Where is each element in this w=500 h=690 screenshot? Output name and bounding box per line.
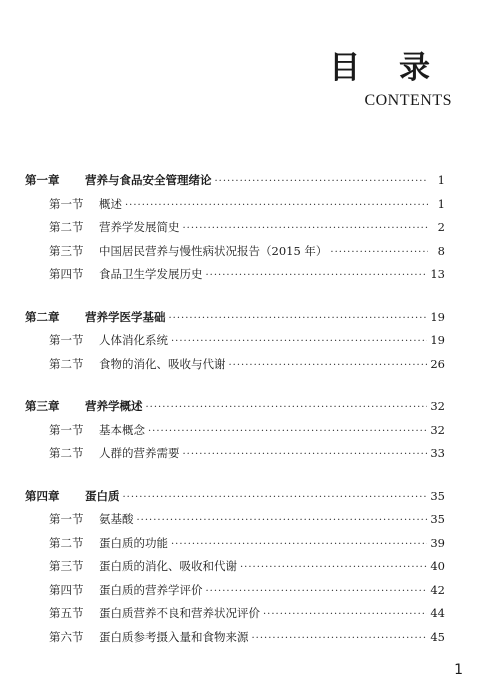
section-number: 第四节: [49, 582, 84, 597]
dot-leader: [169, 313, 428, 324]
dot-leader: [137, 515, 428, 526]
dot-leader: [171, 336, 427, 347]
section-page: 42: [430, 582, 445, 597]
dot-leader: [123, 492, 428, 503]
section-title: 食品卫生学发展历史: [99, 267, 203, 281]
section-title: 概述: [99, 196, 122, 211]
section-title: 蛋白质参考摄入量和食物来源: [99, 629, 249, 644]
section-entry[interactable]: [25, 196, 445, 220]
section-entry[interactable]: [25, 219, 445, 243]
section-number: 第二节: [49, 446, 84, 460]
dot-leader: [206, 270, 428, 281]
chapter-entry[interactable]: [25, 309, 445, 333]
section-page: 2: [437, 220, 445, 234]
section-number: 第三节: [49, 243, 84, 258]
section-title: 蛋白质的营养学评价: [99, 582, 203, 597]
section-title: 蛋白质营养不良和营养状况评价: [99, 606, 260, 620]
chapter-block: [25, 398, 445, 469]
section-entry[interactable]: [25, 243, 445, 267]
dot-leader: [183, 223, 429, 234]
section-page: 40: [430, 559, 445, 573]
section-page: 8: [437, 243, 445, 258]
section-page: 39: [430, 535, 445, 550]
section-entry[interactable]: [25, 332, 445, 356]
chapter-title: 蛋白质: [85, 488, 120, 503]
section-entry[interactable]: [25, 582, 445, 606]
dot-leader: [148, 426, 427, 437]
chapter-page: 1: [437, 173, 445, 187]
section-title: 基本概念: [99, 422, 145, 437]
chapter-entry[interactable]: [25, 398, 445, 422]
section-entry[interactable]: [25, 445, 445, 469]
chapter-page: 35: [430, 488, 445, 503]
chapter-page: 32: [430, 399, 445, 413]
chapter-block: [25, 488, 445, 653]
section-title: 人体消化系统: [99, 333, 168, 347]
page-subtitle: CONTENTS: [364, 92, 452, 109]
section-page: 13: [430, 267, 445, 281]
page-number: 1: [454, 662, 463, 678]
section-page: 19: [430, 333, 445, 347]
chapter-block: [25, 309, 445, 380]
section-page: 33: [430, 446, 445, 460]
section-entry[interactable]: [25, 356, 445, 380]
dot-leader: [171, 539, 427, 550]
section-entry[interactable]: [25, 605, 445, 629]
section-page: 45: [430, 629, 445, 644]
chapter-entry[interactable]: [25, 172, 445, 196]
section-title: 人群的营养需要: [99, 446, 180, 460]
section-title: 中国居民营养与慢性病状况报告（2015 年）: [99, 243, 328, 258]
dot-leader: [206, 586, 428, 597]
section-number: 第一节: [49, 196, 84, 211]
section-title: 氨基酸: [99, 512, 134, 526]
section-entry[interactable]: [25, 629, 445, 653]
section-number: 第二节: [49, 220, 84, 234]
dot-leader: [229, 360, 428, 371]
section-title: 食物的消化、吸收与代谢: [99, 356, 226, 371]
chapter-number: 第一章: [25, 173, 60, 187]
section-entry[interactable]: [25, 535, 445, 559]
chapter-title: 营养学医学基础: [85, 309, 166, 324]
section-title: 蛋白质的功能: [99, 535, 168, 550]
section-title: 营养学发展简史: [99, 220, 180, 234]
chapter-entry[interactable]: [25, 488, 445, 512]
section-number: 第一节: [49, 512, 84, 526]
section-entry[interactable]: [25, 422, 445, 446]
section-number: 第六节: [49, 629, 84, 644]
chapter-block: [25, 172, 445, 290]
dot-leader: [252, 633, 428, 644]
dot-leader: [263, 609, 427, 620]
section-number: 第五节: [49, 606, 84, 620]
dot-leader: [240, 562, 427, 573]
section-page: 1: [437, 196, 445, 211]
section-page: 35: [430, 512, 445, 526]
chapter-title: 营养学概述: [85, 399, 143, 413]
section-page: 26: [430, 356, 445, 371]
chapter-number: 第二章: [25, 309, 60, 324]
section-number: 第二节: [49, 535, 84, 550]
section-number: 第一节: [49, 422, 84, 437]
section-page: 44: [430, 606, 445, 620]
section-entry[interactable]: [25, 511, 445, 535]
dot-leader: [125, 200, 428, 211]
section-number: 第二节: [49, 356, 84, 371]
page-title: 目 录: [329, 50, 444, 86]
section-title: 蛋白质的消化、吸收和代谢: [99, 559, 237, 573]
chapter-page: 19: [430, 309, 445, 324]
section-number: 第一节: [49, 333, 84, 347]
dot-leader: [183, 449, 428, 460]
chapter-number: 第四章: [25, 488, 60, 503]
dot-leader: [330, 247, 428, 258]
section-entry[interactable]: [25, 266, 445, 290]
dot-leader: [215, 176, 429, 187]
section-number: 第四节: [49, 267, 84, 281]
dot-leader: [146, 402, 428, 413]
table-of-contents: [25, 172, 445, 671]
section-page: 32: [430, 422, 445, 437]
section-number: 第三节: [49, 559, 84, 573]
section-entry[interactable]: [25, 558, 445, 582]
chapter-title: 营养与食品安全管理绪论: [85, 173, 212, 187]
chapter-number: 第三章: [25, 399, 60, 413]
